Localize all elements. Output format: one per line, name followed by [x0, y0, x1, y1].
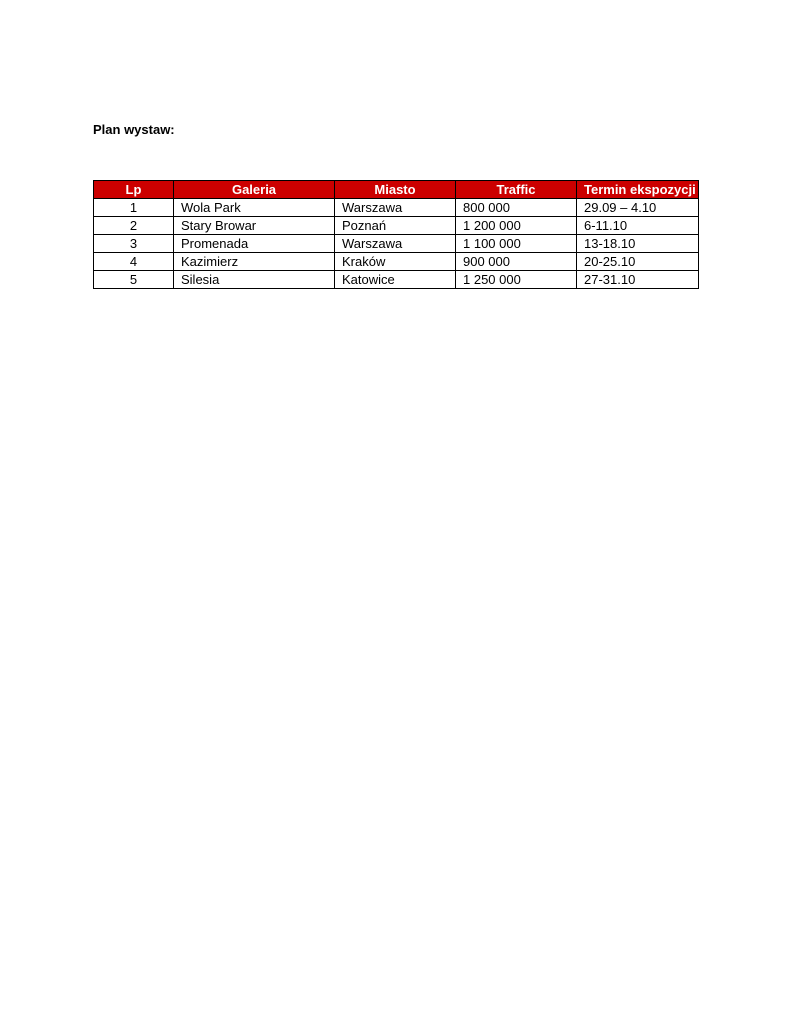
cell-miasto: Katowice	[335, 271, 456, 289]
cell-traffic: 1 100 000	[456, 235, 577, 253]
cell-galeria: Stary Browar	[174, 217, 335, 235]
cell-termin: 6-11.10	[577, 217, 699, 235]
cell-miasto: Poznań	[335, 217, 456, 235]
table-row	[94, 235, 699, 253]
table-row	[94, 253, 699, 271]
table-row	[94, 217, 699, 235]
cell-termin: 13-18.10	[577, 235, 699, 253]
cell-galeria: Silesia	[174, 271, 335, 289]
column-header-lp: Lp	[94, 181, 174, 199]
table-header-row	[94, 181, 699, 199]
cell-termin: 20-25.10	[577, 253, 699, 271]
cell-termin: 27-31.10	[577, 271, 699, 289]
cell-termin: 29.09 – 4.10	[577, 199, 699, 217]
cell-lp: 1	[94, 199, 174, 217]
column-header-termin: Termin ekspozycji	[577, 181, 699, 199]
cell-lp: 2	[94, 217, 174, 235]
table-row	[94, 271, 699, 289]
column-header-miasto: Miasto	[335, 181, 456, 199]
cell-traffic: 1 200 000	[456, 217, 577, 235]
table-row	[94, 199, 699, 217]
page-heading: Plan wystaw:	[93, 122, 175, 137]
cell-lp: 3	[94, 235, 174, 253]
cell-traffic: 900 000	[456, 253, 577, 271]
cell-galeria: Wola Park	[174, 199, 335, 217]
cell-galeria: Promenada	[174, 235, 335, 253]
cell-miasto: Kraków	[335, 253, 456, 271]
exhibition-table	[93, 180, 699, 289]
column-header-traffic: Traffic	[456, 181, 577, 199]
cell-miasto: Warszawa	[335, 235, 456, 253]
cell-traffic: 1 250 000	[456, 271, 577, 289]
cell-lp: 5	[94, 271, 174, 289]
cell-miasto: Warszawa	[335, 199, 456, 217]
column-header-galeria: Galeria	[174, 181, 335, 199]
cell-galeria: Kazimierz	[174, 253, 335, 271]
cell-lp: 4	[94, 253, 174, 271]
cell-traffic: 800 000	[456, 199, 577, 217]
